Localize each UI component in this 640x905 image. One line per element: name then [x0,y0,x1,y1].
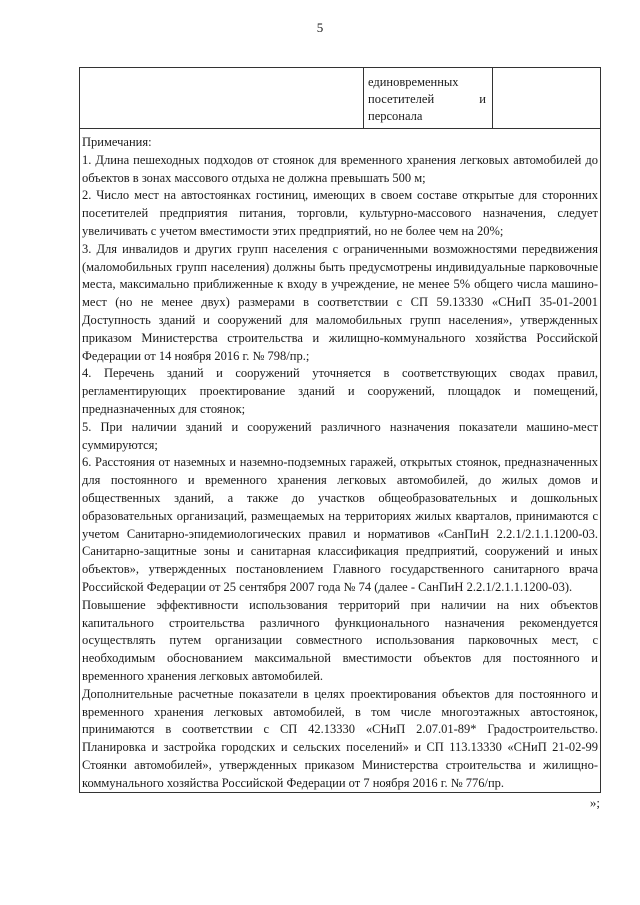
table-cell-text [368,74,486,125]
note-paragraph-efficiency: Повышение эффективности использования территорий при наличии на них объектов капитального строительства различного функционального назначения рекомендуется осуществлять путем организации совместного использования парковочных мест, с необходимым обоснованием максимальной вместимости объектов для постоянного и временного хранения легковых автомобилей. [82,597,598,683]
note-item-2: 2. Число мест на автостоянках гостиниц, имеющих в своем составе открытые для сторонних посетителей предприятия питания, торговли, культурно-массового назначения, следует увеличивать с учетом вместимости этих предприятий, но не более чем на 20%; [82,188,598,238]
note-item-5: 5. При наличии зданий и сооружений различного назначения показатели машино-мест суммируются; [82,419,598,452]
page-number: 5 [316,20,324,35]
note-paragraph-additional: Дополнительные расчетные показатели в целях проектирования объектов для постоянного и временного хранения легковых автомобилей, в том числе многоэтажных автостоянок, принимаются в соответствии с СП 42.13330 «СНиП 2.07.01-89* Градостроительство. Планировка и застройка городских и сельских поселений» и СП 113.13330 «СНиП 21-02-99 Стоянки автомобилей», утвержденных приказом Министерства строительства и жилищно-коммунального хозяйства Российской Федерации от 7 ноября 2016 г. № 776/пр. [82,686,598,790]
note-item-4: 4. Перечень зданий и сооружений уточняется в соответствующих сводах правил, регламентирующих проектирование зданий и сооружений, площадок и помещений, предназначенных для стоянок; [82,366,598,416]
note-item-3: 3. Для инвалидов и других групп населения с ограниченными возможностями передвижения (маломобильных групп населения) должны быть предусмотрены индивидуальные парковочные места, максимально приближенные к входу в учреждение, не менее 5% общего числа машино-мест (но не менее двух) размерами в соответствии с СП 59.13330 «СНиП 35-01-2001 Доступность зданий и сооружений для маломобильных групп населения», утвержденных приказом Министерства строительства и жилищно-коммунального хозяйства Российской Федерации от 14 ноября 2016 г. № 798/пр.; [82,241,598,363]
cell-line [368,91,486,108]
column-divider [492,68,493,128]
closing-quote: »; [589,795,600,810]
cell-word: посетителей [368,92,435,106]
column-divider [363,68,364,128]
notes-heading: Примечания: [82,135,152,149]
cell-word: и [479,92,486,106]
table-row [79,67,601,129]
note-item-6: 6. Расстояния от наземных и наземно-подземных гаражей, открытых стоянок, предназначенных для постоянного и временного хранения легковых автомобилей, до жилых домов и общественных зданий, а также до участков общеобразовательных и дошкольных образовательных организаций, размещаемых на территориях жилых кварталов, принимаются с учетом Санитарно-эпидемиологических правил и нормативов «СанПиН 2.2.1/2.1.1.1200-03. Санитарно-защитные зоны и санитарная классификация предприятий, сооружений и иных объектов», утвержденных постановлением Главного государственного санитарного врача Российской Федерации от 25 сентября 2007 года № 74 (далее - СанПиН 2.2.1/2.1.1.1200-03). [82,455,598,594]
cell-line: персонала [368,109,423,123]
note-item-1: 1. Длина пешеходных подходов от стоянок для временного хранения легковых автомобилей до объектов в зонах массового отдыха не должна превышать 500 м; [82,152,598,185]
notes-section [82,134,598,792]
cell-line: единовременных [368,75,459,89]
